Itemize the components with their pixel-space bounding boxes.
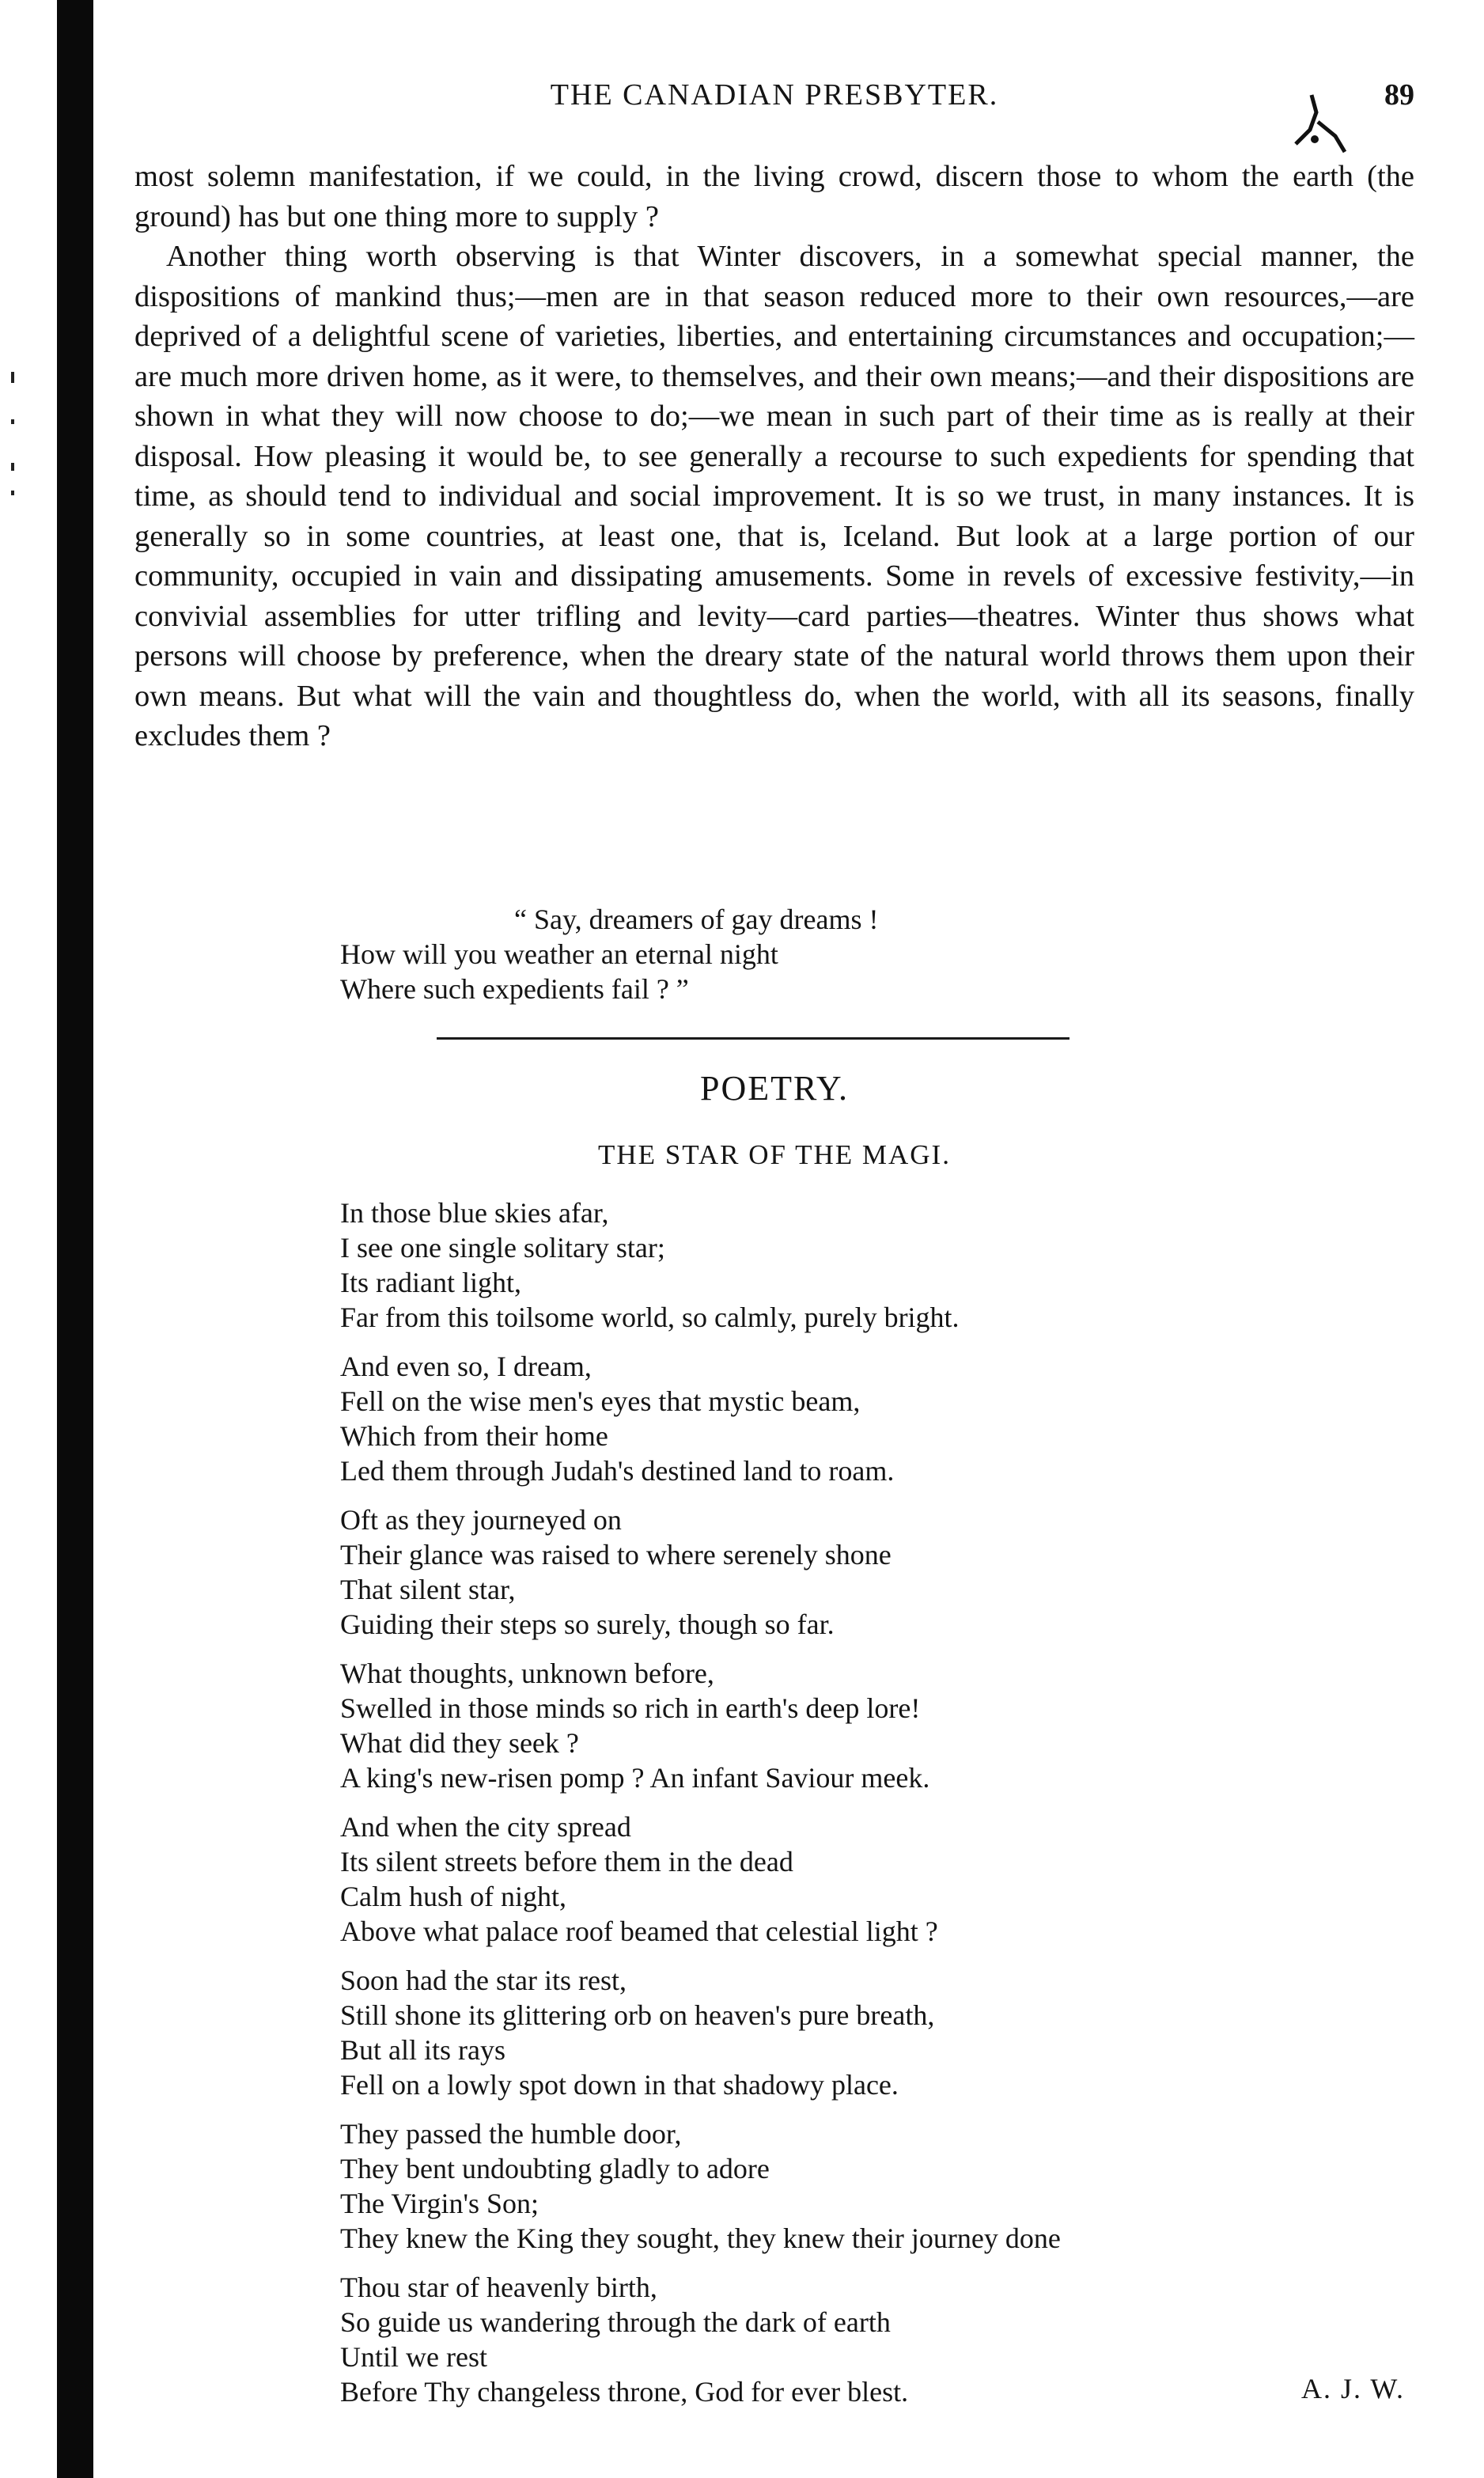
poem-line: So guide us wandering through the dark of earth (340, 2306, 891, 2338)
quote-line: How will you weather an eternal night (340, 938, 778, 970)
poem-attribution: A. J. W. (1300, 2373, 1405, 2404)
poem-line: Before Thy changeless throne, God for ever blest. (340, 2376, 909, 2408)
quote-line: Where such expedients fail ? ” (340, 973, 689, 1005)
stanza (340, 1656, 1432, 1795)
poem-line: And when the city spread (340, 1811, 631, 1843)
poem-line: Soon had the star its rest, (340, 1965, 627, 1996)
edge-mark (11, 419, 14, 424)
edge-mark (11, 491, 14, 495)
poem-line: A king's new-risen pomp ? An infant Saviour meek. (340, 1762, 930, 1794)
stanza (340, 2270, 1432, 2409)
poem-line: Far from this toilsome world, so calmly, purely bright. (340, 1302, 960, 1333)
poem-line: Which from their home (340, 1420, 608, 1452)
poem-line: Oft as they journeyed on (340, 1504, 622, 1536)
poem-line: Above what palace roof beamed that celestial light ? (340, 1915, 938, 1947)
running-title: THE CANADIAN PRESBYTER. (550, 78, 999, 112)
edge-mark (11, 372, 14, 383)
page-header (134, 78, 1414, 117)
poem-line: But all its rays (340, 2034, 505, 2066)
paragraph: most solemn manifestation, if we could, in the living crowd, discern those to whom the earth (the ground) has but one thing more to supply ? (134, 160, 1414, 233)
poem-line: Fell on the wise men's eyes that mystic beam, (340, 1385, 861, 1417)
poem-line: Its radiant light, (340, 1267, 521, 1298)
stanza (340, 2116, 1432, 2256)
stanza (340, 1195, 1432, 1335)
poem-line: They passed the humble door, (340, 2118, 682, 2150)
poem-line: In those blue skies afar, (340, 1197, 609, 1229)
poem-title: THE STAR OF THE MAGI. (598, 1139, 951, 1170)
stanza (340, 1502, 1432, 1642)
poem (340, 1195, 1432, 2423)
paragraph: Another thing worth observing is that Winter discovers, in a somewhat special manner, the dispositions of mankind thus;—men are in that season reduced more to their own resources,—are deprived of a delightful scene of varieties, liberties, and entertaining circumstances and occupation;—are much more driven home, as it were, to themselves, and their own means;—and their dispositions are shown in what they will now choose to do;—we mean in such part of their time as is really at their disposal. How pleasing it would be, to see generally a recourse to such expedients for spending that time, as should tend to individual and social improvement. It is so we trust, in many instances. It is generally so in some countries, at least one, that is, Iceland. But look at a large portion of our community, occupied in vain and dissipating amusements. Some in revels of excessive festivity,—in convivial assemblies for utter trifling and levity—card parties—theatres. Winter thus shows what persons will choose by preference, when the dreary state of the natural world throws them upon their own means. But what will the vain and thoughtless do, when the world, with all its seasons, finally excludes them ? (134, 240, 1414, 752)
poem-line: Its silent streets before them in the dead (340, 1846, 793, 1877)
poem-line: Thou star of heavenly birth, (340, 2272, 657, 2303)
poem-line: Their glance was raised to where serenely shone (340, 1539, 892, 1571)
poem-line: And even so, I dream, (340, 1351, 592, 1382)
block-quote (340, 902, 878, 1006)
poem-line: Still shone its glittering orb on heaven's pure breath, (340, 1999, 935, 2031)
poem-line: They bent undoubting gladly to adore (340, 2153, 770, 2184)
poem-line: That silent star, (340, 1574, 516, 1605)
poem-line: Until we rest (340, 2341, 487, 2373)
binding-strip (57, 0, 93, 2478)
stanza (340, 1809, 1432, 1949)
quote-line: “ Say, dreamers of gay dreams ! (514, 904, 879, 935)
poem-line: The Virgin's Son; (340, 2188, 539, 2219)
poem-line: Guiding their steps so surely, though so far. (340, 1608, 835, 1640)
poem-line: What thoughts, unknown before, (340, 1658, 714, 1689)
poem-line: Fell on a lowly spot down in that shadowy place. (340, 2069, 899, 2101)
poem-line: Calm hush of night, (340, 1881, 566, 1912)
section-divider (437, 1037, 1069, 1040)
poem-line: What did they seek ? (340, 1727, 579, 1759)
stanza (340, 1349, 1432, 1488)
edge-mark (11, 463, 14, 471)
poem-line: Led them through Judah's destined land to roam. (340, 1455, 895, 1487)
page-number: 89 (1384, 78, 1414, 112)
poem-line: Swelled in those minds so rich in earth's deep lore! (340, 1692, 921, 1724)
stanza (340, 1963, 1432, 2102)
poem-line: They knew the King they sought, they knew their journey done (340, 2222, 1061, 2254)
poem-line: I see one single solitary star; (340, 1232, 665, 1264)
article-body (134, 157, 1414, 756)
section-heading: POETRY. (699, 1069, 850, 1108)
